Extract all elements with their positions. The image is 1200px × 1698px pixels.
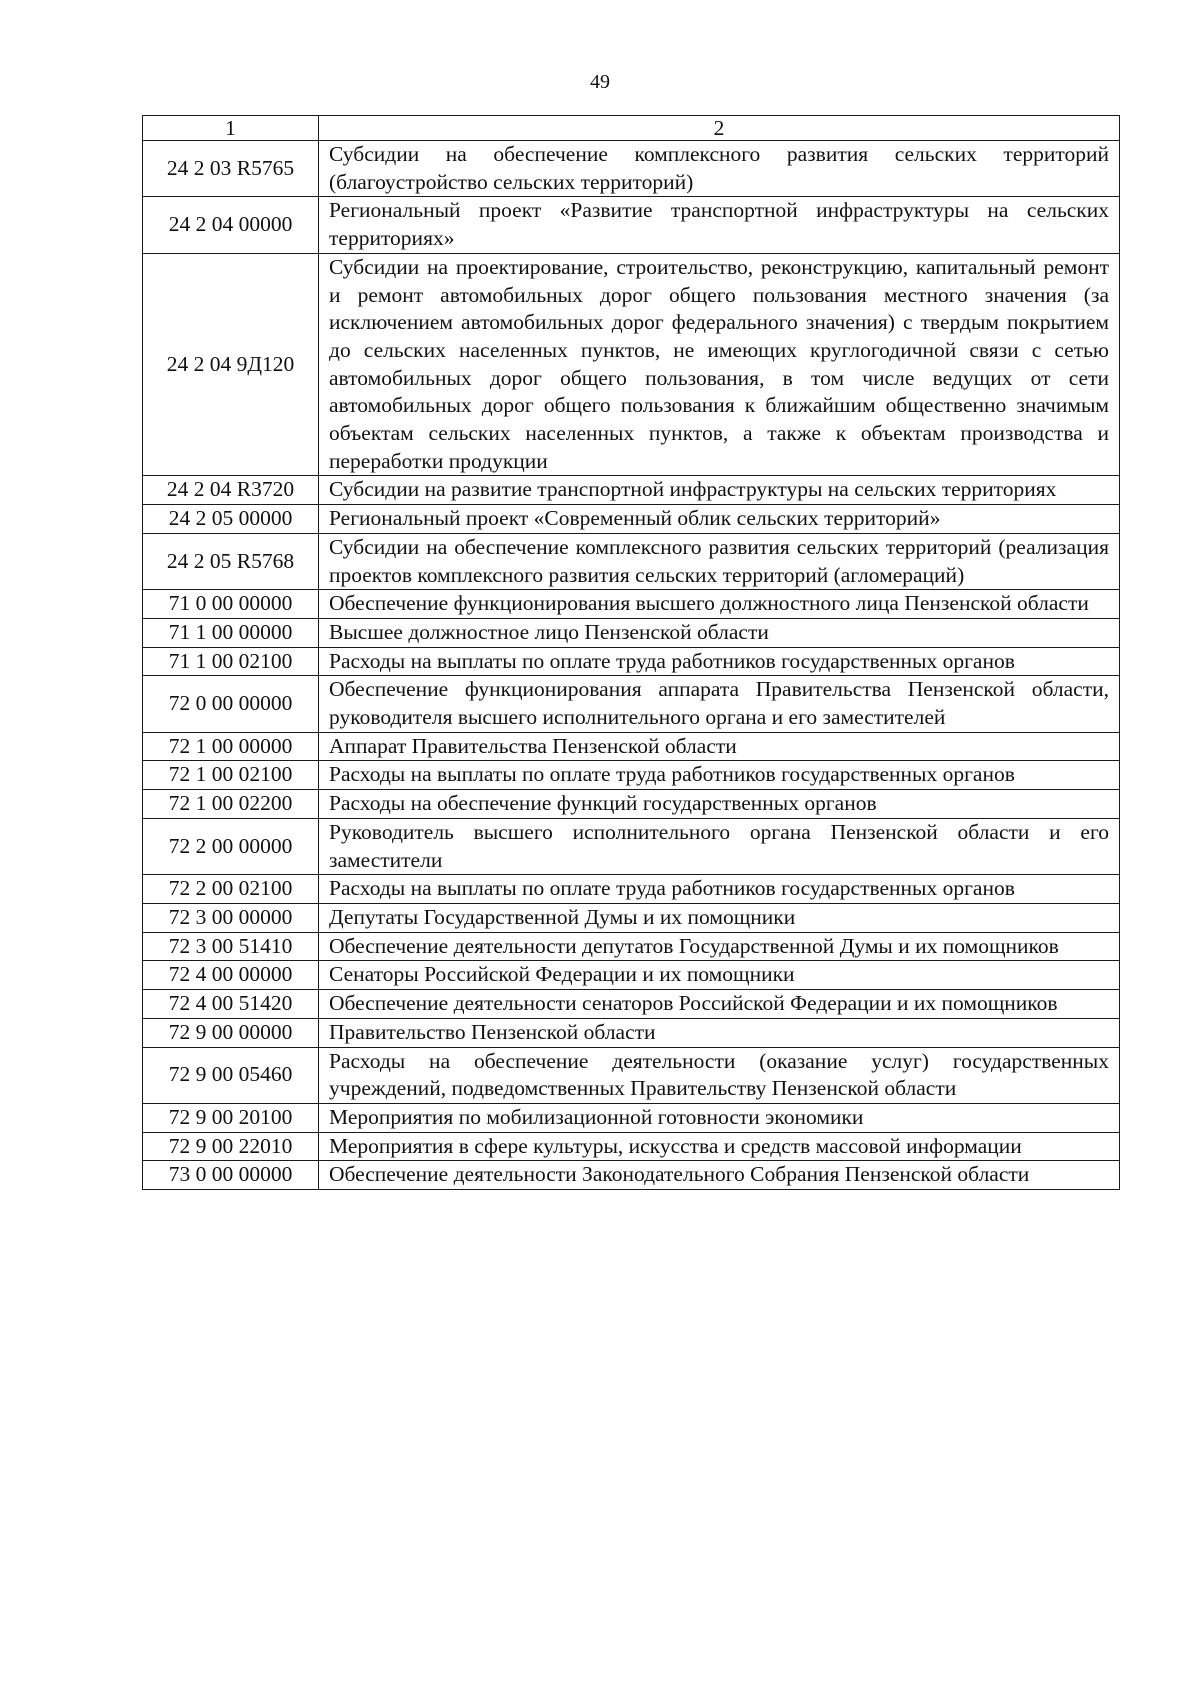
classification-code: 72 4 00 00000 bbox=[143, 961, 319, 990]
classification-description: Региональный проект «Развитие транспортной инфраструктуры на сельских территориях» bbox=[319, 197, 1120, 253]
table-row bbox=[143, 790, 1120, 819]
table-header-row bbox=[143, 116, 1120, 141]
table-row bbox=[143, 875, 1120, 904]
table-row bbox=[143, 761, 1120, 790]
table-row bbox=[143, 253, 1120, 476]
classification-code: 72 9 00 20100 bbox=[143, 1103, 319, 1132]
classification-description: Расходы на выплаты по оплате труда работников государственных органов bbox=[319, 761, 1120, 790]
table-row bbox=[143, 676, 1120, 732]
classification-code: 71 1 00 02100 bbox=[143, 647, 319, 676]
classification-description: Сенаторы Российской Федерации и их помощники bbox=[319, 961, 1120, 990]
table-row bbox=[143, 818, 1120, 874]
classification-description: Обеспечение деятельности сенаторов Российской Федерации и их помощников bbox=[319, 990, 1120, 1019]
classification-description: Обеспечение деятельности Законодательного Собрания Пензенской области bbox=[319, 1161, 1120, 1190]
classification-code: 24 2 05 00000 bbox=[143, 505, 319, 534]
classification-code: 72 2 00 02100 bbox=[143, 875, 319, 904]
classification-description: Расходы на обеспечение функций государственных органов bbox=[319, 790, 1120, 819]
classification-code: 72 4 00 51420 bbox=[143, 990, 319, 1019]
table-row bbox=[143, 903, 1120, 932]
classification-code: 72 1 00 00000 bbox=[143, 732, 319, 761]
table-row bbox=[143, 1161, 1120, 1190]
classification-description: Расходы на выплаты по оплате труда работников государственных органов bbox=[319, 647, 1120, 676]
classification-code: 72 1 00 02100 bbox=[143, 761, 319, 790]
classification-code: 24 2 05 R5768 bbox=[143, 533, 319, 589]
table-row bbox=[143, 141, 1120, 197]
table-row bbox=[143, 1132, 1120, 1161]
classification-code: 72 2 00 00000 bbox=[143, 818, 319, 874]
table-row bbox=[143, 590, 1120, 619]
table-row bbox=[143, 505, 1120, 534]
classification-description: Субсидии на проектирование, строительство, реконструкцию, капитальный ремонт и ремонт автомобильных дорог общего пользования местного значения (за исключением автомобильных дорог федерального значения) с твердым покрытием до сельских населенных пунктов, не имеющих круглогодичной связи с сетью автомобильных дорог общего пользования, в том числе ведущих от сети автомобильных дорог общего пользования к ближайшим общественно значимым объектам сельских населенных пунктов, а также к объектам производства и переработки продукции bbox=[319, 253, 1120, 476]
table-row bbox=[143, 990, 1120, 1019]
classification-description: Региональный проект «Современный облик сельских территорий» bbox=[319, 505, 1120, 534]
classification-code: 24 2 04 R3720 bbox=[143, 476, 319, 505]
classification-description: Мероприятия в сфере культуры, искусства и средств массовой информации bbox=[319, 1132, 1120, 1161]
classification-description: Высшее должностное лицо Пензенской области bbox=[319, 618, 1120, 647]
column-header-code: 1 bbox=[143, 116, 319, 141]
classification-description: Правительство Пензенской области bbox=[319, 1018, 1120, 1047]
classification-description: Расходы на обеспечение деятельности (оказание услуг) государственных учреждений, подведомственных Правительству Пензенской области bbox=[319, 1047, 1120, 1103]
table-row bbox=[143, 618, 1120, 647]
classification-code: 24 2 03 R5765 bbox=[143, 141, 319, 197]
table-row bbox=[143, 533, 1120, 589]
table-row bbox=[143, 932, 1120, 961]
classification-code: 72 9 00 22010 bbox=[143, 1132, 319, 1161]
classification-code: 72 9 00 05460 bbox=[143, 1047, 319, 1103]
table-row bbox=[143, 732, 1120, 761]
classification-code: 71 1 00 00000 bbox=[143, 618, 319, 647]
classification-description: Обеспечение деятельности депутатов Государственной Думы и их помощников bbox=[319, 932, 1120, 961]
classification-code: 73 0 00 00000 bbox=[143, 1161, 319, 1190]
table-row bbox=[143, 961, 1120, 990]
classification-code: 24 2 04 00000 bbox=[143, 197, 319, 253]
classification-description: Субсидии на развитие транспортной инфраструктуры на сельских территориях bbox=[319, 476, 1120, 505]
classification-description: Расходы на выплаты по оплате труда работников государственных органов bbox=[319, 875, 1120, 904]
classification-description: Обеспечение функционирования аппарата Правительства Пензенской области, руководителя высшего исполнительного органа и его заместителей bbox=[319, 676, 1120, 732]
classification-description: Руководитель высшего исполнительного органа Пензенской области и его заместители bbox=[319, 818, 1120, 874]
classification-description: Субсидии на обеспечение комплексного развития сельских территорий (реализация проектов комплексного развития сельских территорий (агломераций) bbox=[319, 533, 1120, 589]
classification-code: 71 0 00 00000 bbox=[143, 590, 319, 619]
table-row bbox=[143, 197, 1120, 253]
classification-description: Аппарат Правительства Пензенской области bbox=[319, 732, 1120, 761]
classification-description: Мероприятия по мобилизационной готовности экономики bbox=[319, 1103, 1120, 1132]
classification-code: 72 1 00 02200 bbox=[143, 790, 319, 819]
classification-code: 72 9 00 00000 bbox=[143, 1018, 319, 1047]
column-header-description: 2 bbox=[319, 116, 1120, 141]
table-row bbox=[143, 476, 1120, 505]
classification-description: Субсидии на обеспечение комплексного развития сельских территорий (благоустройство сельских территорий) bbox=[319, 141, 1120, 197]
classification-code: 72 3 00 51410 bbox=[143, 932, 319, 961]
table-row bbox=[143, 1018, 1120, 1047]
classification-description: Обеспечение функционирования высшего должностного лица Пензенской области bbox=[319, 590, 1120, 619]
classification-code: 24 2 04 9Д120 bbox=[143, 253, 319, 476]
budget-classification-table bbox=[142, 115, 1120, 1190]
classification-code: 72 3 00 00000 bbox=[143, 903, 319, 932]
classification-code: 72 0 00 00000 bbox=[143, 676, 319, 732]
page-number: 49 bbox=[590, 71, 610, 93]
table-row bbox=[143, 1103, 1120, 1132]
table-row bbox=[143, 1047, 1120, 1103]
table-row bbox=[143, 647, 1120, 676]
classification-description: Депутаты Государственной Думы и их помощники bbox=[319, 903, 1120, 932]
